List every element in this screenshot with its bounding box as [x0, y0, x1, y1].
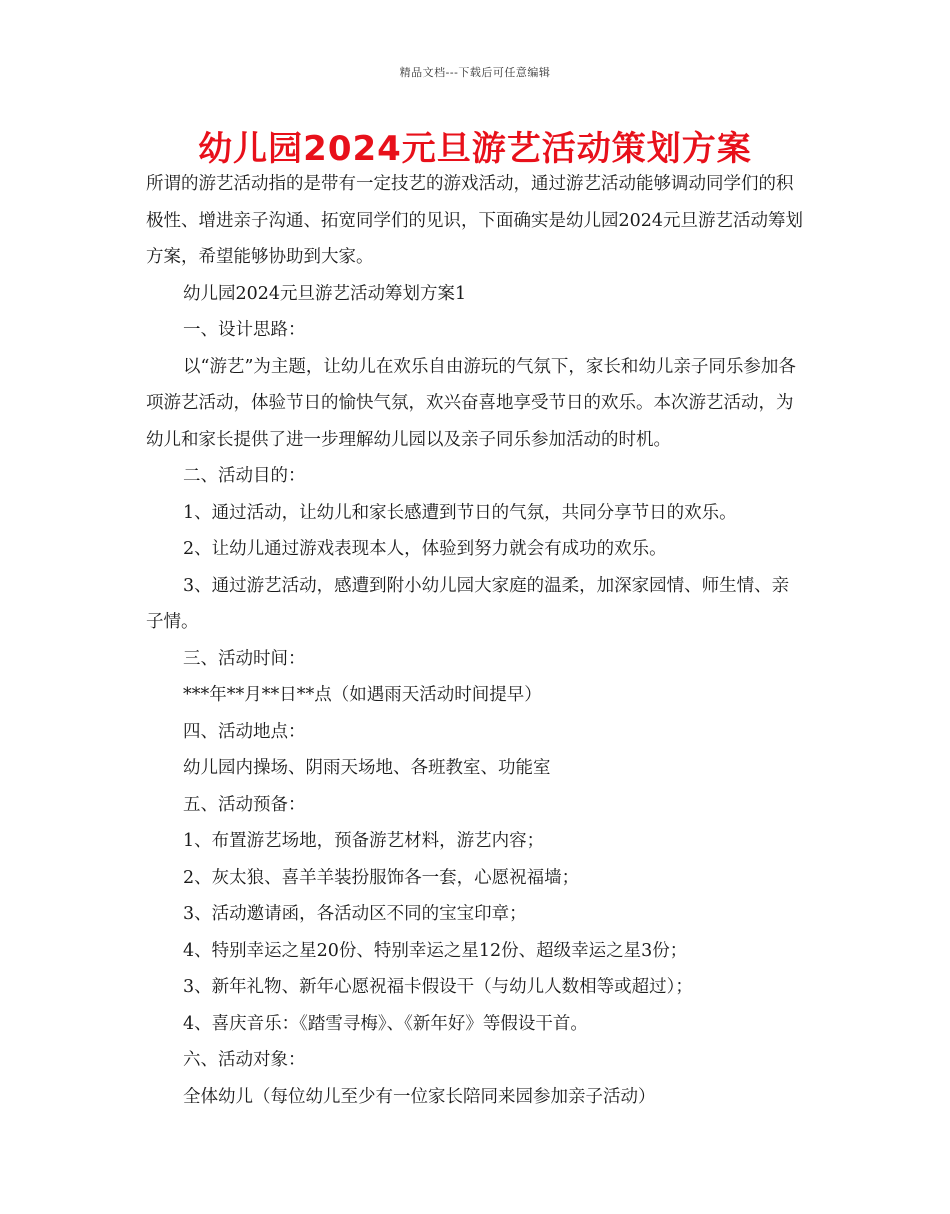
list-item-prep-1: 1、布置游艺场地，预备游艺材料，游艺内容； [183, 831, 545, 851]
document-title: 幼儿园2024元旦游艺活动策划方案 [198, 129, 752, 169]
list-item-prep-2: 2、灰太狼、喜羊羊装扮服饰各一套，心愿祝福墙； [183, 867, 580, 888]
section-heading-prep: 五、活动预备： [183, 794, 306, 815]
header-note: 精品文档---下载后可任意编辑 [399, 66, 551, 79]
section-heading-audience: 六、活动对象： [183, 1050, 306, 1070]
paragraph-intro: 所谓的游艺活动指的是带有一定技艺的游戏活动，通过游艺活动能够调动同学们的积极性、增进亲子沟通、拓宽同学们的见识，下面确实是幼儿园2024元旦游艺活动筹划方案，希望能够协助到大家。 [146, 174, 804, 267]
list-item-goal-2: 2、让幼儿通过游戏表现本人，体验到努力就会有成功的欢乐。 [183, 539, 667, 559]
paragraph-location: 幼儿园内操场、阴雨天场地、各班教室、功能室 [183, 758, 551, 778]
list-item-prep-5: 3、新年礼物、新年心愿祝福卡假设干（与幼儿人数相等或超过）； [183, 977, 693, 997]
paragraph-audience: 全体幼儿（每位幼儿至少有一位家长陪同来园参加亲子活动） [183, 1086, 656, 1107]
list-item-prep-4: 4、特别幸运之星20份、特别幸运之星12份、超级幸运之星3份； [183, 940, 688, 961]
list-item-prep-3: 3、活动邀请函，各活动区不同的宝宝印章； [183, 904, 527, 924]
list-item-prep-6: 4、喜庆音乐：《踏雪寻梅》、《新年好》等假设干首。 [183, 1013, 588, 1034]
section-heading-goal: 二、活动目的： [183, 466, 306, 486]
document-body [146, 166, 806, 1115]
section-heading-location: 四、活动地点： [183, 721, 306, 742]
section-heading-time: 三、活动时间： [183, 648, 306, 669]
paragraph-design: 以“游艺”为主题，让幼儿在欢乐自由游玩的气氛下，家长和幼儿亲子同乐参加各项游艺活动，体验节日的愉快气氛，欢兴奋喜地享受节日的欢乐。本次游艺活动，为幼儿和家长提供了进一步理解幼儿园以及亲子同乐参加活动的时机。 [146, 356, 796, 450]
list-item-goal-1: 1、通过活动，让幼儿和家长感遭到节日的气氛，共同分享节日的欢乐。 [183, 502, 737, 523]
list-item-goal-3: 3、通过游艺活动，感遭到附小幼儿园大家庭的温柔，加深家园情、师生情、亲子情。 [146, 575, 790, 632]
paragraph-plan-heading: 幼儿园2024元旦游艺活动筹划方案1 [183, 283, 467, 304]
paragraph-time: ***年**月**日**点（如遇雨天活动时间提早） [183, 685, 542, 705]
section-heading-design: 一、设计思路： [183, 320, 306, 340]
